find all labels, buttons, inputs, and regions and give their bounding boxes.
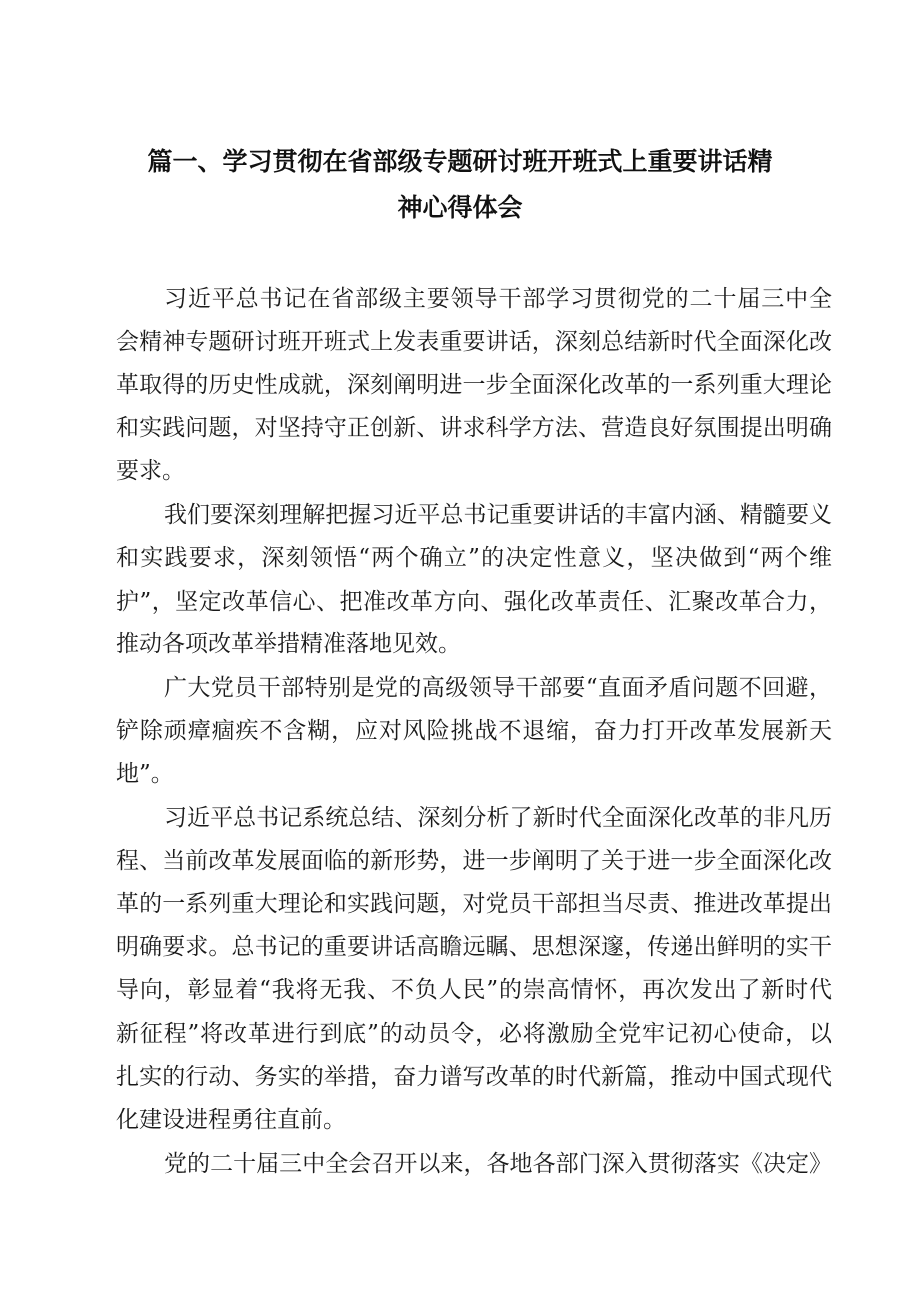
body-line: 党的二十届三中全会召开以来，各地各部门深入贯彻落实《决定》 [164,1151,832,1177]
body-line: 和实践要求，深刻领悟“两个确立”的决定性意义，坚决做到“两个维 [116,545,832,571]
body-line: 习近平总书记在省部级主要领导干部学习贯彻党的二十届三中全 [164,286,832,312]
body-line: 会精神专题研讨班开班式上发表重要讲话，深刻总结新时代全面深化改 [116,329,832,355]
document-title-line-1: 篇一、学习贯彻在省部级专题研讨班开班式上重要讲话精 [147,147,773,176]
document-title-line-2: 神心得体会 [397,193,523,222]
body-line: 推动各项改革举措精准落地见效。 [116,631,461,657]
body-line: 我们要深刻理解把握习近平总书记重要讲话的丰富内涵、精髓要义 [164,502,832,528]
body-line: 明确要求。总书记的重要讲话高瞻远瞩、思想深邃，传递出鲜明的实干 [116,934,832,960]
body-line: 导向，彰显着“我将无我、不负人民”的崇高情怀，再次发出了新时代 [116,977,832,1003]
body-line: 革的一系列重大理论和实践问题，对党员干部担当尽责、推进改革提出 [116,891,832,917]
body-line: 革取得的历史性成就，深刻阐明进一步全面深化改革的一系列重大理论 [116,372,832,398]
body-line: 和实践问题，对坚持守正创新、讲求科学方法、营造良好氛围提出明确 [116,415,832,441]
body-line: 要求。 [116,458,185,484]
body-line: 广大党员干部特别是党的高级领导干部要“直面矛盾问题不回避， [164,675,832,701]
body-line: 新征程”将改革进行到底”的动员令，必将激励全党牢记初心使命，以 [116,1021,832,1047]
body-line: 扎实的行动、务实的举措，奋力谱写改革的时代新篇，推动中国式现代 [116,1064,832,1090]
body-line: 地”。 [116,761,174,787]
body-line: 护”，坚定改革信心、把准改革方向、强化改革责任、汇聚改革合力， [116,589,832,615]
body-line: 化建设进程勇往直前。 [116,1107,346,1133]
body-line: 程、当前改革发展面临的新形势，进一步阐明了关于进一步全面深化改 [116,848,832,874]
body-line: 铲除顽瘴痼疾不含糊，应对风险挑战不退缩，奋力打开改革发展新天 [116,718,832,744]
body-line: 习近平总书记系统总结、深刻分析了新时代全面深化改革的非凡历 [164,805,832,831]
